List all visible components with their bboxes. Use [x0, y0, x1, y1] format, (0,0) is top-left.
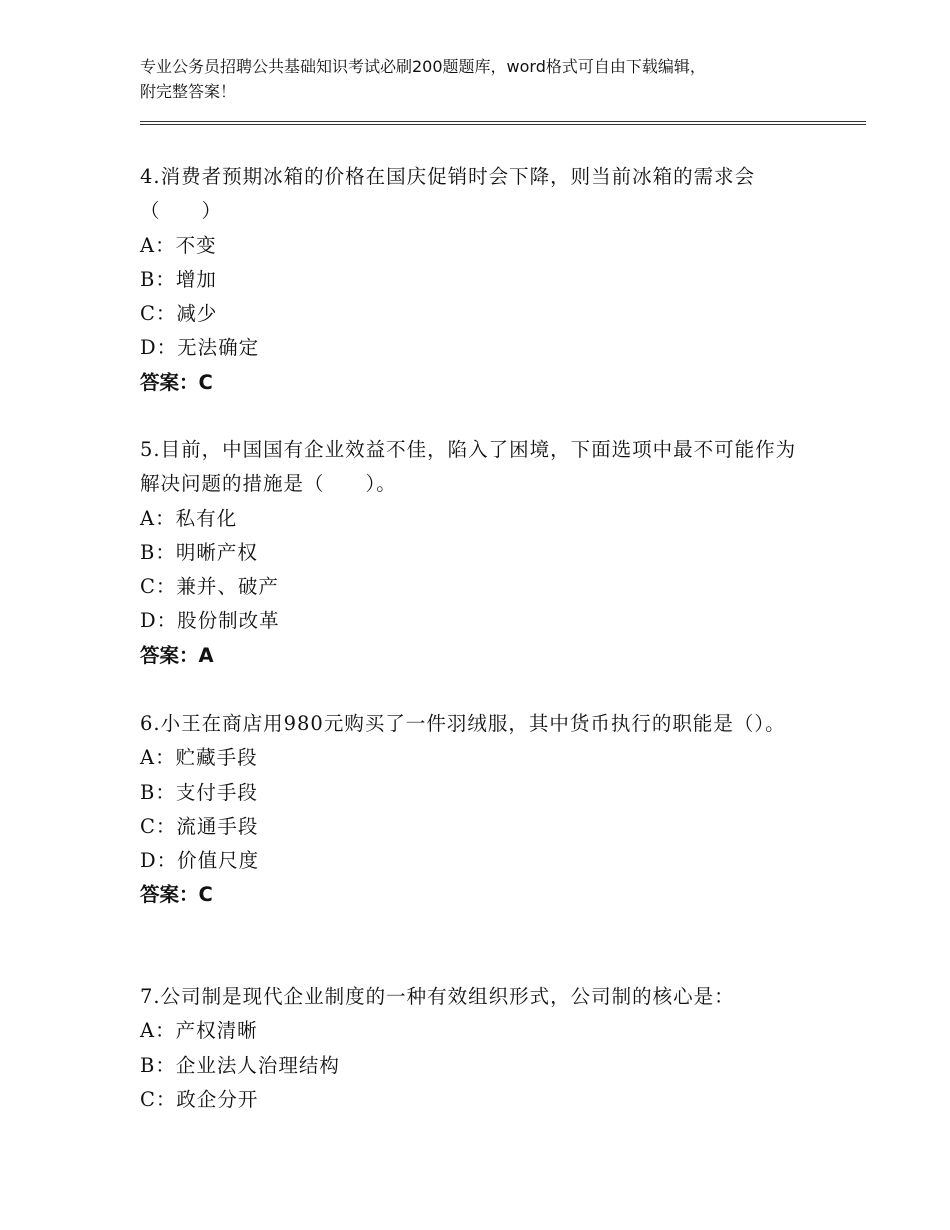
- question-stem: 4.消费者预期冰箱的价格在国庆促销时会下降，则当前冰箱的需求会（ ）: [140, 165, 756, 223]
- option-a: A：产权清晰: [140, 1019, 258, 1043]
- option-d: D：股份制改革: [140, 609, 280, 633]
- option-c: C：政企分开: [140, 1087, 259, 1111]
- option-c: C：兼并、破产: [140, 575, 279, 599]
- option-a: A：私有化: [140, 506, 238, 530]
- option-d: D：价值尺度: [140, 849, 260, 873]
- document-header: [140, 54, 840, 104]
- header-divider-top: [140, 121, 866, 122]
- header-divider-bottom: [140, 124, 866, 125]
- question-stem: 6.小王在商店用980元购买了一件羽绒服，其中货币执行的职能是（）。: [140, 712, 786, 735]
- header-line-2: 附完整答案！: [140, 82, 237, 101]
- option-c: C：减少: [140, 302, 218, 326]
- answer-label: 答案：C: [140, 370, 213, 394]
- question-stem: 7.公司制是现代企业制度的一种有效组织形式，公司制的核心是：: [140, 985, 735, 1008]
- question-6: [140, 707, 810, 913]
- question-7: [140, 980, 810, 1117]
- option-b: B：支付手段: [140, 780, 258, 804]
- option-b: B：增加: [140, 267, 217, 291]
- question-5: [140, 433, 810, 673]
- option-a: A：不变: [140, 233, 217, 257]
- option-d: D：无法确定: [140, 336, 260, 360]
- option-b: B：企业法人治理结构: [140, 1053, 340, 1077]
- header-line-1: 专业公务员招聘公共基础知识考试必刷200题题库，word格式可自由下载编辑，: [140, 57, 706, 76]
- option-c: C：流通手段: [140, 814, 259, 838]
- answer-label: 答案：C: [140, 883, 213, 907]
- question-stem: 5.目前，中国国有企业效益不佳，陷入了困境，下面选项中最不可能作为解决问题的措施是（ ）。: [140, 438, 797, 496]
- answer-label: 答案：A: [140, 643, 214, 667]
- question-4: [140, 160, 810, 400]
- option-b: B：明晰产权: [140, 540, 258, 564]
- option-a: A：贮藏手段: [140, 746, 258, 770]
